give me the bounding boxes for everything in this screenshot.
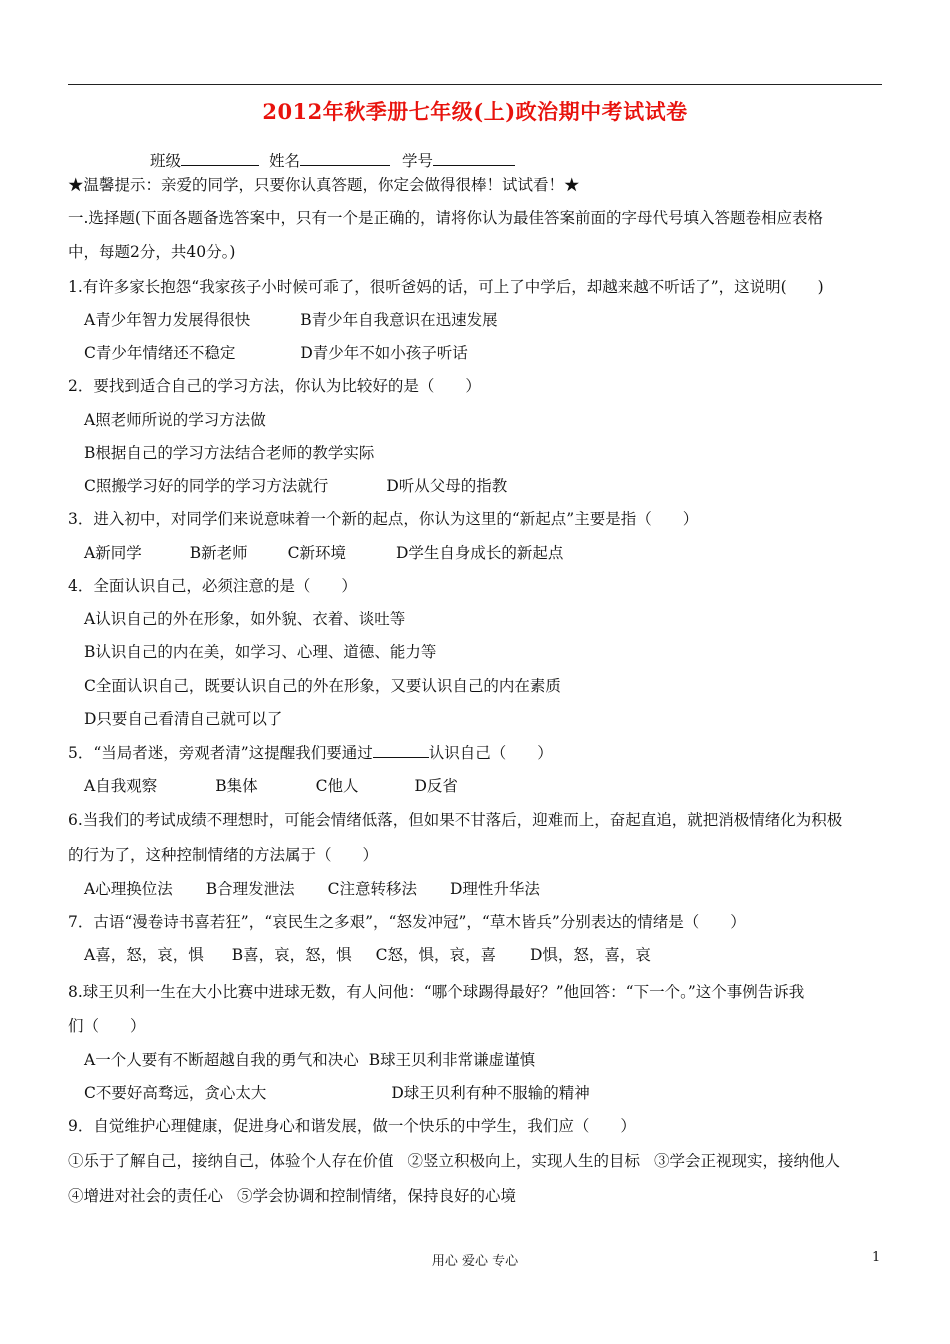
tip-text: ★温馨提示：亲爱的同学，只要你认真答题，你定会做得很棒！试试看！★ bbox=[68, 176, 580, 194]
q6-option-b[interactable]: B合理发泄法 bbox=[205, 880, 295, 898]
class-label: 班级 bbox=[150, 152, 182, 170]
section-intro-line2: 中，每题2分，共40分。) bbox=[68, 243, 236, 261]
id-label: 学号 bbox=[402, 152, 434, 170]
q9-option-3[interactable]: ③学会正视现实，接纳他人 bbox=[654, 1152, 841, 1170]
exam-title: 2012年秋季册七年级(上)政治期中考试试卷 bbox=[262, 99, 688, 124]
q1-options-row2 bbox=[84, 343, 468, 363]
q9-option-1[interactable]: ①乐于了解自己，接纳自己，体验个人存在价值 bbox=[68, 1152, 394, 1170]
q1-stem: 1.有许多家长抱怨“我家孩子小时候可乖了，很听爸妈的话，可上了中学后，却越来越不听话了”，这说明( ) bbox=[68, 278, 824, 296]
q4-option-c[interactable]: C全面认识自己，既要认识自己的外在形象，又要认识自己的内在素质 bbox=[84, 677, 561, 695]
q9-options-row2 bbox=[68, 1186, 516, 1206]
q6-option-a[interactable]: A心理换位法 bbox=[84, 880, 173, 898]
q4-option-b[interactable]: B认识自己的内在美，如学习、心理、道德、能力等 bbox=[84, 643, 437, 661]
section-intro-line1: 一.选择题(下面各题备选答案中，只有一个是正确的，请将你认为最佳答案前面的字母代号填入答题卷相应表格 bbox=[68, 209, 823, 227]
q6-stem-line2: 的行为了，这种控制情绪的方法属于（ ） bbox=[68, 846, 379, 864]
q4-option-a[interactable]: A认识自己的外在形象，如外貌、衣着、谈吐等 bbox=[84, 610, 406, 628]
q2-option-b[interactable]: B根据自己的学习方法结合老师的教学实际 bbox=[84, 444, 375, 462]
q3-options-row bbox=[84, 543, 563, 563]
q5-stem-post: 认识自己（ ） bbox=[428, 744, 553, 762]
q3-option-c[interactable]: C新环境 bbox=[287, 544, 346, 562]
q2-option-c[interactable]: C照搬学习好的同学的学习方法就行 bbox=[84, 477, 329, 495]
q9-option-5[interactable]: ⑤学会协调和控制情绪，保持良好的心境 bbox=[237, 1187, 517, 1205]
class-blank[interactable] bbox=[181, 150, 259, 166]
q1-option-b[interactable]: B青少年自我意识在迅速发展 bbox=[300, 311, 498, 329]
q8-stem-line1: 8.球王贝利一生在大小比赛中进球无数，有人问他：“哪个球踢得最好？”他回答：“下一个。”这个事例告诉我 bbox=[68, 983, 805, 1001]
q5-option-c[interactable]: C他人 bbox=[315, 777, 359, 795]
q6-option-d[interactable]: D理性升华法 bbox=[449, 880, 540, 898]
q5-option-a[interactable]: A自我观察 bbox=[84, 777, 158, 795]
q4-stem: 4．全面认识自己，必须注意的是（ ） bbox=[68, 577, 357, 595]
student-info-line bbox=[150, 150, 515, 171]
q7-stem: 7．古语“漫卷诗书喜若狂”，“哀民生之多艰”，“怒发冲冠”，“草木皆兵”分别表达的情绪是（ ） bbox=[68, 913, 746, 931]
page-number: 1 bbox=[872, 1250, 881, 1265]
q1-options-row1 bbox=[84, 310, 498, 330]
q3-option-b[interactable]: B新老师 bbox=[189, 544, 248, 562]
q8-option-d[interactable]: D球王贝利有种不服输的精神 bbox=[391, 1084, 590, 1102]
id-blank[interactable] bbox=[433, 150, 515, 166]
q2-option-a[interactable]: A照老师所说的学习方法做 bbox=[84, 411, 266, 429]
q7-options-row bbox=[84, 945, 651, 965]
q2-options-row3 bbox=[84, 476, 507, 496]
footer-motto: 用心 爱心 专心 bbox=[431, 1254, 519, 1269]
q7-option-d[interactable]: D惧，怒，喜，哀 bbox=[529, 946, 651, 964]
q2-option-d[interactable]: D听从父母的指教 bbox=[386, 477, 508, 495]
q1-option-a[interactable]: A青少年智力发展得很快 bbox=[84, 311, 251, 329]
q3-option-d[interactable]: D学生自身成长的新起点 bbox=[395, 544, 564, 562]
q1-option-d[interactable]: D青少年不如小孩子听话 bbox=[300, 344, 468, 362]
q6-option-c[interactable]: C注意转移法 bbox=[327, 880, 417, 898]
q1-option-c[interactable]: C青少年情绪还不稳定 bbox=[84, 344, 236, 362]
q9-option-4[interactable]: ④增进对社会的责任心 bbox=[68, 1187, 224, 1205]
q8-options-row2 bbox=[84, 1083, 590, 1103]
q5-option-d[interactable]: D反省 bbox=[414, 777, 458, 795]
q4-option-d[interactable]: D只要自己看清自己就可以了 bbox=[84, 710, 283, 728]
q8-option-b[interactable]: B球王贝利非常谦虚谨慎 bbox=[368, 1051, 536, 1069]
q5-stem bbox=[68, 742, 553, 763]
q7-option-c[interactable]: C怒，惧，哀，喜 bbox=[375, 946, 496, 964]
q6-stem-line1: 6.当我们的考试成绩不理想时，可能会情绪低落，但如果不甘落后，迎难而上，奋起直追，就把消极情绪化为积极 bbox=[68, 811, 843, 829]
header-rule bbox=[68, 84, 882, 85]
q8-options-row1 bbox=[84, 1050, 535, 1070]
q8-option-c[interactable]: C不要好高骛远，贪心太大 bbox=[84, 1084, 267, 1102]
q9-option-2[interactable]: ②竖立积极向上，实现人生的目标 bbox=[407, 1152, 641, 1170]
q9-options-row1 bbox=[68, 1151, 840, 1171]
q7-option-b[interactable]: B喜，哀，怒，惧 bbox=[231, 946, 352, 964]
q8-option-a[interactable]: A一个人要有不断超越自我的勇气和决心 bbox=[84, 1051, 359, 1069]
q2-stem: 2．要找到适合自己的学习方法，你认为比较好的是（ ） bbox=[68, 377, 481, 395]
q9-stem: 9．自觉维护心理健康，促进身心和谐发展，做一个快乐的中学生，我们应（ ） bbox=[68, 1117, 636, 1135]
q7-option-a[interactable]: A喜，怒，哀，惧 bbox=[84, 946, 204, 964]
q8-stem-line2: 们（ ） bbox=[68, 1017, 146, 1035]
name-label: 姓名 bbox=[269, 152, 301, 170]
q3-option-a[interactable]: A新同学 bbox=[84, 544, 142, 562]
q3-stem: 3．进入初中，对同学们来说意味着一个新的起点，你认为这里的“新起点”主要是指（ ） bbox=[68, 510, 699, 528]
q5-blank[interactable] bbox=[373, 742, 429, 758]
q6-options-row bbox=[84, 879, 540, 899]
q5-options-row bbox=[84, 776, 458, 796]
q5-stem-pre: 5．“当局者迷，旁观者清”这提醒我们要通过 bbox=[68, 744, 373, 762]
name-blank[interactable] bbox=[300, 150, 390, 166]
q5-option-b[interactable]: B集体 bbox=[215, 777, 258, 795]
